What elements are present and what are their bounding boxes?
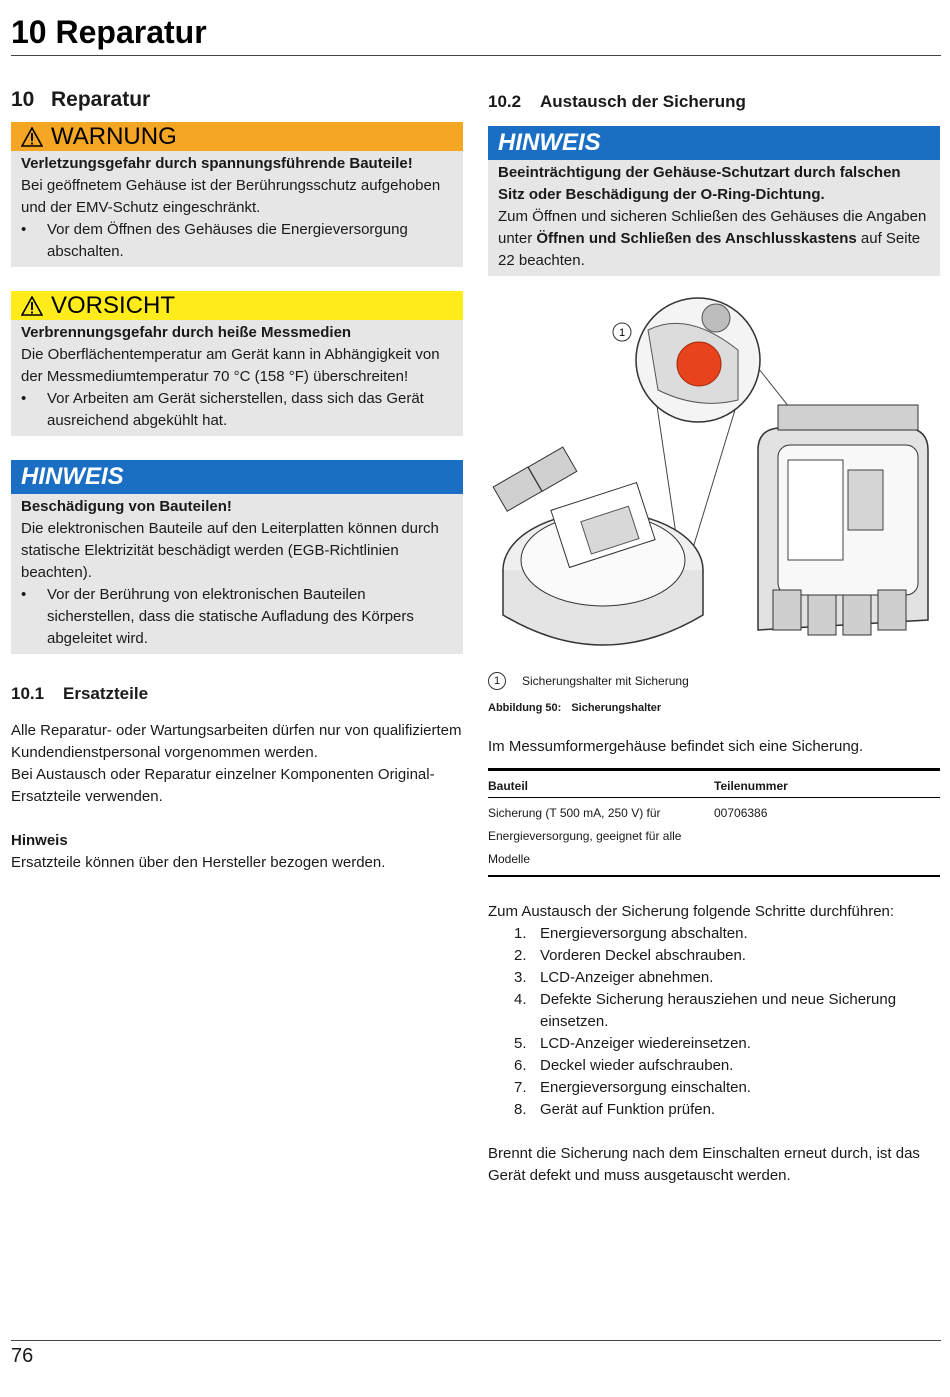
table-row <box>488 798 940 877</box>
table-header: Bauteil <box>488 770 714 798</box>
note-lead: Beeinträchtigung der Gehäuse-Schutzart durch falschen Sitz oder Beschädigung der O-Ring-Dichtung. <box>498 164 901 203</box>
warning-bullet-text: Vor dem Öffnen des Gehäuses die Energieversorgung abschalten. <box>47 221 408 260</box>
fuse-highlight <box>677 342 721 386</box>
legend-number: 1 <box>488 672 506 690</box>
caution-text: Die Oberflächentemperatur am Gerät kann in Abhängigkeit von der Messmediumtemperatur 70 °C (158 °F) überschreiten! <box>21 346 440 385</box>
callout-number: 1 <box>618 327 626 339</box>
figure-title: Sicherungshalter <box>571 702 662 714</box>
left-column <box>11 88 463 874</box>
warning-box <box>11 122 463 267</box>
warning-lead: Verletzungsgefahr durch spannungsführende Bauteile! <box>21 155 413 172</box>
caution-box <box>11 291 463 436</box>
caution-banner-label: VORSICHT <box>51 291 176 319</box>
right-column <box>488 92 940 1187</box>
legend-text: Sicherungshalter mit Sicherung <box>522 674 689 688</box>
list-item: 3. LCD-Anzeiger abnehmen. <box>514 969 714 986</box>
closing-text: Brennt die Sicherung nach dem Einschalten erneut durch, ist das Gerät defekt und muss ausgetauscht werden. <box>488 1145 920 1184</box>
list-item: 1. Energieversorgung abschalten. <box>514 925 748 942</box>
warning-triangle-icon <box>21 127 43 147</box>
warning-triangle-icon <box>21 296 43 316</box>
list-item: 6. Deckel wieder aufschrauben. <box>514 1057 734 1074</box>
note-banner: HINWEIS <box>11 460 463 494</box>
section-title: Reparatur <box>51 88 151 111</box>
page-number: 76 <box>11 1345 34 1367</box>
table-cell: 00706386 <box>714 798 940 877</box>
figure-label: Abbildung 50: <box>488 702 562 714</box>
figure-legend <box>488 672 940 690</box>
page-header-title: 10 Reparatur <box>11 14 207 50</box>
subsection-title: Austausch der Sicherung <box>540 92 746 111</box>
caution-lead: Verbrennungsgefahr durch heiße Messmedien <box>21 324 352 341</box>
list-item: 8. Gerät auf Funktion prüfen. <box>514 1101 716 1118</box>
subsection-heading-sicherung <box>488 92 940 112</box>
subsection-title: Ersatzteile <box>63 684 149 703</box>
steps-intro: Zum Austausch der Sicherung folgende Schritte durchführen: <box>488 903 895 920</box>
parts-table <box>488 768 940 877</box>
note-bullet: • Vor der Berührung von elektronischen Bauteilen sicherstellen, dass die statische Aufladung des Körpers abgeleitet wird. <box>21 584 453 650</box>
paragraph: Bei Austausch oder Reparatur einzelner Komponenten Original-Ersatzteile verwenden. <box>11 766 435 805</box>
caution-bullet-text: Vor Arbeiten am Gerät sicherstellen, dass sich das Gerät ausreichend abgekühlt hat. <box>47 390 424 429</box>
note-lead: Beschädigung von Bauteilen! <box>21 498 232 515</box>
note-text: Die elektronischen Bauteile auf den Leiterplatten können durch statische Elektrizität beschädigt werden (EGB-Richtlinien beachten). <box>21 520 439 581</box>
hint-label: Hinweis <box>11 832 68 849</box>
subsection-number: 10.1 <box>11 684 45 703</box>
table-cell: Sicherung (T 500 mA, 250 V) für Energieversorgung, geeignet für alle Modelle <box>488 798 714 877</box>
warning-banner-label: WARNUNG <box>51 122 177 150</box>
list-item: 7. Energieversorgung einschalten. <box>514 1079 751 1096</box>
note-banner: HINWEIS <box>488 126 940 160</box>
device-drawing <box>488 290 940 662</box>
caution-bullet: • Vor Arbeiten am Gerät sicherstellen, dass sich das Gerät ausreichend abgekühlt hat. <box>21 388 453 432</box>
note-box <box>11 460 463 654</box>
note-box-oring <box>488 126 940 276</box>
caution-banner <box>11 291 463 320</box>
steps-list <box>514 923 940 1121</box>
figure-caption <box>488 702 940 714</box>
warning-bullet: • Vor dem Öffnen des Gehäuses die Energieversorgung abschalten. <box>21 219 453 263</box>
note-text: Zum Öffnen und sicheren Schließen des Gehäuses die Angaben unter Öffnen und Schließen des Anschlusskastens auf Seite 22 beachten. <box>498 208 927 269</box>
paragraph: Alle Reparatur- oder Wartungsarbeiten dürfen nur von qualifiziertem Kundendienstpersonal vorgenommen werden. <box>11 722 462 761</box>
subsection-number: 10.2 <box>488 92 522 111</box>
header-divider <box>11 55 941 56</box>
intro-text: Im Messumformergehäuse befindet sich eine Sicherung. <box>488 738 864 755</box>
section-heading <box>11 88 463 112</box>
hint-text: Ersatzteile können über den Hersteller bezogen werden. <box>11 854 386 871</box>
list-item: 2. Vorderen Deckel abschrauben. <box>514 947 746 964</box>
footer-divider <box>11 1340 941 1341</box>
warning-text: Bei geöffnetem Gehäuse ist der Berührungsschutz aufgehoben und der EMV-Schutz eingeschränkt. <box>21 177 441 216</box>
table-header: Teilenummer <box>714 770 940 798</box>
list-item: 4. Defekte Sicherung herausziehen und neue Sicherung einsetzen. <box>514 991 897 1030</box>
list-item: 5. LCD-Anzeiger wiedereinsetzen. <box>514 1035 751 1052</box>
subsection-heading-ersatzteile <box>11 684 463 704</box>
fuse-holder-illustration <box>488 290 940 662</box>
warning-banner <box>11 122 463 151</box>
section-number: 10 <box>11 88 35 111</box>
note-bullet-text: Vor der Berührung von elektronischen Bauteilen sicherstellen, dass die statische Aufladung des Körpers abgeleitet wird. <box>47 586 414 647</box>
